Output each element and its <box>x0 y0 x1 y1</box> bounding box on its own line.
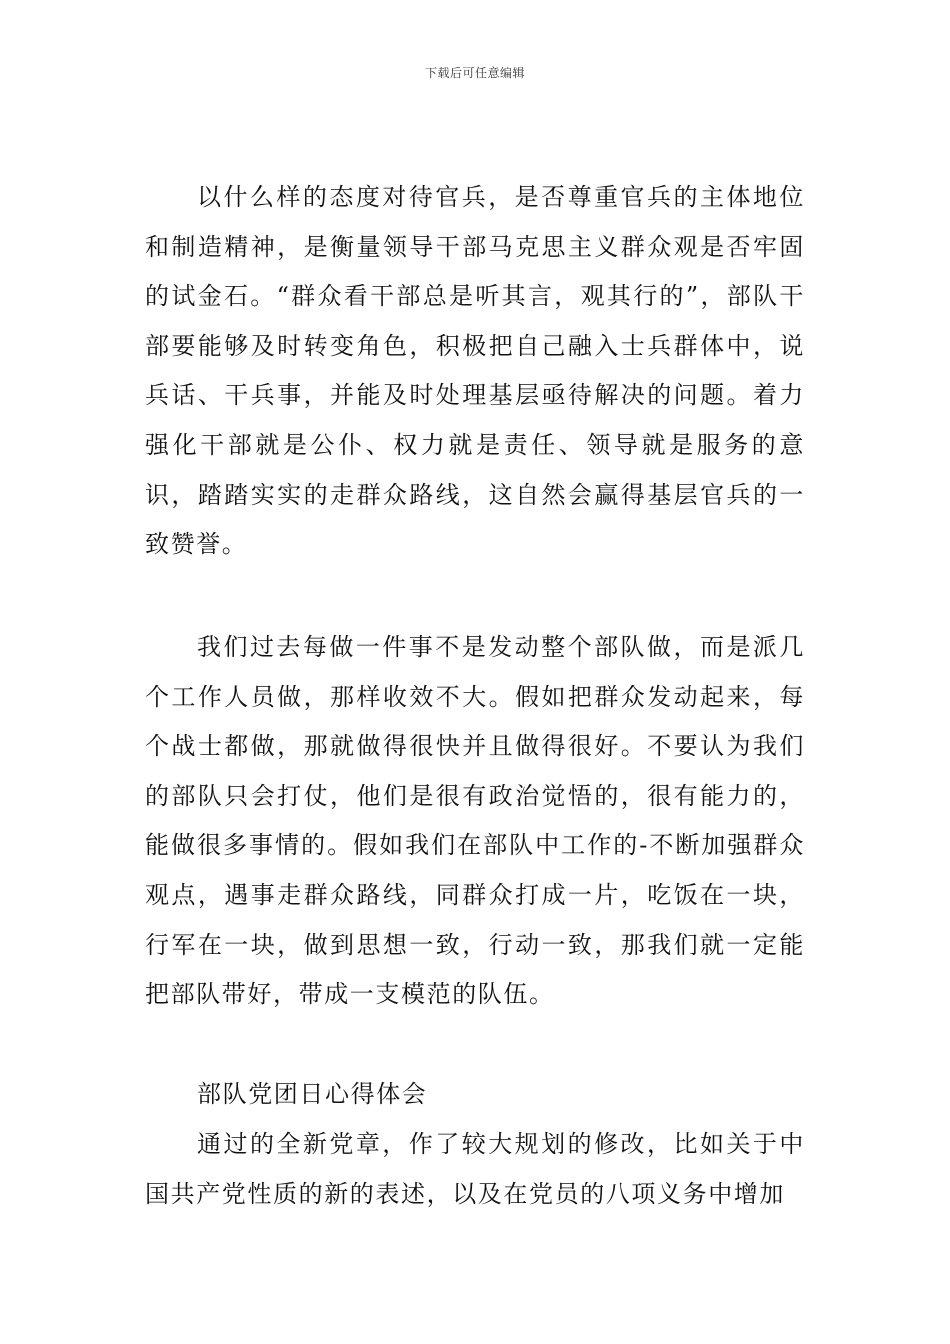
section-heading: 部队党团日心得体会 <box>197 1080 428 1108</box>
body-paragraph: 通过的全新党章，作了较大规划的修改，比如关于中国共产党性质的新的表述，以及在党员的八项义务中增加 <box>145 1130 805 1208</box>
body-paragraph: 我们过去每做一件事不是发动整个部队做，而是派几个工作人员做，那样收效不大。假如把群众发动起来，每个战士都做，那就做得很快并且做得很好。不要认为我们的部队只会打仗，他们是很有政治觉悟的，很有能力的，能做很多事情的。假如我们在部队中工作的-不断加强群众观点，遇事走群众路线，同群众打成一片，吃饭在一块，行军在一块，做到思想一致，行动一致，那我们就一定能把部队带好，带成一支模范的队伍。 <box>145 633 805 1009</box>
header-note: 下载后可任意编辑 <box>424 66 525 80</box>
body-paragraph: 以什么样的态度对待官兵，是否尊重官兵的主体地位和制造精神，是衡量领导干部马克思主义群众观是否牢固的试金石。“群众看干部总是听其言，观其行的”，部队干部要能够及时转变角色，积极把自己融入士兵群体中，说兵话、干兵事，并能及时处理基层亟待解决的问题。着力强化干部就是公仆、权力就是责任、领导就是服务的意识，踏踏实实的走群众路线，这自然会赢得基层官兵的一致赞誉。 <box>145 183 805 559</box>
